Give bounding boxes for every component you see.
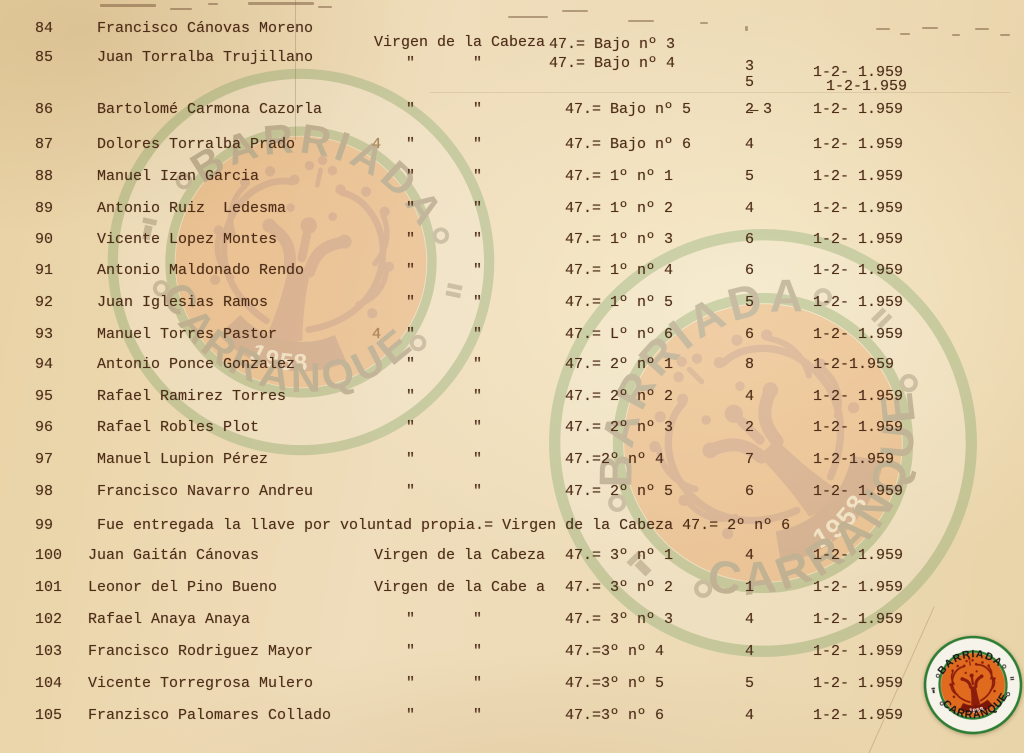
row-number: 92 [35,294,54,311]
entry-date: 1-2- 1.959 [813,101,904,118]
entry-date: 1-2- 1.959 [813,136,904,153]
entry-date: 1-2- 1.959 [813,262,904,279]
ink-smudge [208,3,218,5]
ditto-mark: " [406,168,416,185]
row-number: 104 [35,675,63,692]
ditto-mark: " [406,419,416,436]
ditto-mark: " [473,388,483,405]
row-number: 96 [35,419,54,436]
street-label: Virgen de la Cabeza [374,34,546,51]
occupant-count: 2 [745,419,755,436]
occupant-count: 4 [745,200,755,217]
resident-name: Francisco Navarro Andreu [97,483,314,500]
margin-mark: 4 [372,326,382,343]
address-unit: 47.= Bajo nº 3 [549,36,676,53]
address-unit: 47.=2º nº 4 [565,451,665,468]
resident-name: Manuel Izan Garcia [97,168,260,185]
resident-name: Juan Iglesias Ramos [97,294,269,311]
street-label: Virgen de la Cabeza [374,547,546,564]
ink-smudge [248,2,314,5]
entry-date: 1-2- 1.959 [813,326,904,343]
ditto-mark: " [406,326,416,343]
row-number: 103 [35,643,63,660]
entry-date: 1-2- 1.959 [813,547,904,564]
register-row [0,579,1024,605]
street-label: Virgen de la Cabe a [374,579,546,596]
row-number: 100 [35,547,63,564]
ditto-mark: " [473,326,483,343]
resident-name: Antonio Ruiz Ledesma [97,200,287,217]
ink-smudge [318,6,332,8]
row-number: 84 [35,20,54,37]
address-unit: 47.= 1º nº 3 [565,231,674,248]
ditto-mark: " [473,675,483,692]
occupant-count: 5 [745,294,755,311]
entry-date: 1-2-1.959 [813,451,895,468]
ditto-mark: " [473,611,483,628]
row-number: 86 [35,101,54,118]
occupant-count: 6 [745,231,755,248]
register-row [0,262,1024,288]
ditto-mark: " [473,168,483,185]
address-unit: 47.= Bajo nº 6 [565,136,692,153]
resident-name: Rafael Anaya Anaya [88,611,251,628]
occupant-count: 5 [745,168,755,185]
address-unit: 47.= 2º nº 1 [565,356,674,373]
register-row [0,231,1024,257]
resident-name: Rafael Ramirez Torres [97,388,287,405]
faint-pencil-line [430,92,1010,93]
resident-name: Juan Torralba Trujillano [97,49,314,66]
register-row [0,294,1024,320]
occupant-count: 4 [745,643,755,660]
entry-date: 1-2- 1.959 [813,643,904,660]
occupant-count: 6 [745,326,755,343]
address-unit: 47.= 2º nº 5 [565,483,674,500]
row-number: 87 [35,136,54,153]
occupant-count: 5 [745,675,755,692]
address-unit: 47.= Lº nº 6 [565,326,674,343]
entry-date: 1-2- 1.959 [813,168,904,185]
entry-date: 1-2-1.959 [813,356,895,373]
occupant-count: 4 [745,388,755,405]
ditto-mark: " [473,356,483,373]
entry-date: 1-2- 1.959 [813,419,904,436]
entry-date: 1-2- 1.959 [813,611,904,628]
row-number: 98 [35,483,54,500]
address-unit: 47.= 2º nº 3 [565,419,674,436]
register-row [0,643,1024,669]
ditto-mark: " [473,262,483,279]
address-unit: 47.= 3º nº 2 [565,579,674,596]
ditto-mark: " [406,136,416,153]
ditto-mark: " [406,55,416,72]
resident-name: Juan Gaitán Cánovas [88,547,260,564]
address-unit: 47.= Bajo nº 5 [565,101,692,118]
ditto-mark: " [406,483,416,500]
ink-smudge [100,4,156,7]
register-row [0,451,1024,477]
row-number: 91 [35,262,54,279]
resident-name: Antonio Ponce Gonzalez [97,356,296,373]
row-number: 90 [35,231,54,248]
entry-date: 1-2- 1.959 [813,675,904,692]
address-unit: 47.= Bajo nº 4 [549,55,676,72]
address-unit: 47.= 1º nº 5 [565,294,674,311]
entry-date: 1-2- 1.959 [813,707,904,724]
register-row [0,326,1024,352]
resident-name: Leonor del Pino Bueno [88,579,278,596]
ditto-mark: " [473,136,483,153]
ditto-mark: " [406,707,416,724]
ditto-mark: " [473,419,483,436]
resident-name: Rafael Robles Plot [97,419,260,436]
row-number: 99 [35,517,54,534]
register-row [0,547,1024,573]
row-number: 101 [35,579,63,596]
ink-smudge [562,10,588,12]
occupant-count: 4 [745,136,755,153]
ditto-mark: " [473,231,483,248]
register-row [0,483,1024,509]
row-number: 89 [35,200,54,217]
ditto-mark: " [406,262,416,279]
register-row [0,49,1024,95]
address-unit: 47.= 2º nº 2 [565,388,674,405]
register-row [0,168,1024,194]
occupant-count: 3 [745,58,755,75]
resident-name: Antonio Maldonado Rendo [97,262,305,279]
register-row [0,517,1024,543]
ink-smudge [508,16,548,18]
ditto-mark: " [473,101,483,118]
ditto-mark: " [406,675,416,692]
occupant-count: 7 [745,451,755,468]
resident-name: Manuel Lupion Pérez [97,451,269,468]
register-row [0,611,1024,637]
ditto-mark: " [473,451,483,468]
margin-mark: 4 [372,136,382,153]
ditto-mark: " [473,55,483,72]
ditto-mark: " [406,451,416,468]
resident-name: Dolores Torralba Prado [97,136,296,153]
row-number: 85 [35,49,54,66]
register-row [0,388,1024,414]
register-row [0,419,1024,445]
ditto-mark: " [406,101,416,118]
address-unit: 47.=3º nº 4 [565,643,665,660]
barriada-carranque-stamp [917,629,1024,742]
occupant-count: 4 [745,707,755,724]
ditto-mark: " [406,611,416,628]
entry-date: 1-2- 1.959 [813,231,904,248]
entry-date: 1-2-1.959 [826,78,908,95]
entry-date: 1-2- 1.959 [813,294,904,311]
resident-name: Francisco Cánovas Moreno [97,20,314,37]
resident-name: Vicente Lopez Montes [97,231,278,248]
register-row [0,136,1024,162]
row-number: 95 [35,388,54,405]
ditto-mark: " [473,483,483,500]
ditto-mark: " [406,231,416,248]
occupant-count: 6 [745,483,755,500]
address-unit: 47.= 3º nº 3 [565,611,674,628]
row-note: Fue entregada la llave por voluntad propia.= Virgen de la Cabeza 47.= 2º nº 6 [97,517,791,534]
register-row [0,356,1024,382]
ditto-mark: " [473,200,483,217]
entry-date: 1-2- 1.959 [813,579,904,596]
occupant-count: 4 [745,611,755,628]
resident-name: Francisco Rodriguez Mayor [88,643,314,660]
ditto-mark: " [406,356,416,373]
resident-name: Manuel Torres Pastor [97,326,278,343]
address-unit: 47.= 1º nº 2 [565,200,674,217]
resident-name: Bartolomé Carmona Cazorla [97,101,323,118]
resident-name: Vicente Torregrosa Mulero [88,675,314,692]
entry-date: 1-2- 1.959 [813,388,904,405]
row-number: 94 [35,356,54,373]
entry-date: 1-2- 1.959 [813,64,904,81]
register-row [0,200,1024,226]
address-unit: 47.= 1º nº 1 [565,168,674,185]
row-number: 102 [35,611,63,628]
ink-smudge [170,8,192,10]
address-unit: 47.=3º nº 6 [565,707,665,724]
occupant-count: 5 [745,74,755,91]
address-unit: 47.= 1º nº 4 [565,262,674,279]
occupant-count: 2̶ 3 [745,101,773,118]
ditto-mark: " [473,643,483,660]
row-number: 93 [35,326,54,343]
address-unit: 47.= 3º nº 1 [565,547,674,564]
row-number: 97 [35,451,54,468]
row-number: 105 [35,707,63,724]
ditto-mark: " [406,643,416,660]
register-row [0,675,1024,701]
ditto-mark: " [473,707,483,724]
register-row [0,101,1024,127]
register-row [0,707,1024,733]
occupant-count: 1 [745,579,755,596]
occupant-count: 4 [745,547,755,564]
ditto-mark: " [406,294,416,311]
ditto-mark: " [406,388,416,405]
occupant-count: 8 [745,356,755,373]
ditto-mark: " [473,294,483,311]
address-unit: 47.=3º nº 5 [565,675,665,692]
entry-date: 1-2- 1.959 [813,200,904,217]
occupant-count: 6 [745,262,755,279]
row-number: 88 [35,168,54,185]
entry-date: 1-2- 1.959 [813,483,904,500]
ditto-mark: " [406,200,416,217]
resident-name: Franzisco Palomares Collado [88,707,332,724]
